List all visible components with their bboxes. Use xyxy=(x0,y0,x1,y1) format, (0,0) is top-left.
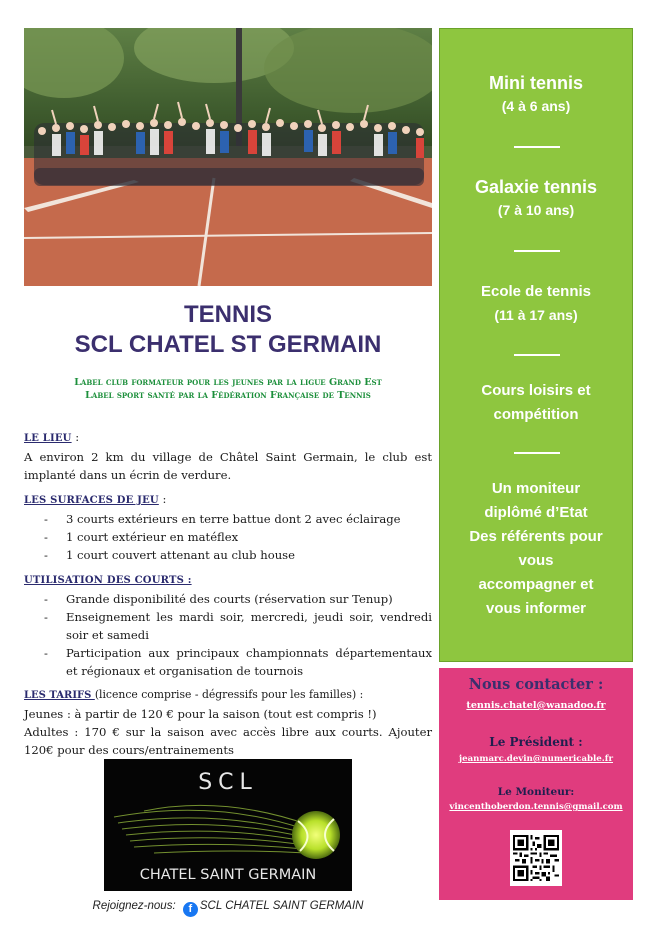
team-photo-illustration xyxy=(24,28,432,286)
lieu-colon: : xyxy=(71,430,80,444)
divider xyxy=(514,146,560,148)
moniteur-email-link[interactable]: vincenthoberdon.tennis@gmail.com xyxy=(449,802,623,812)
program-loisirs-line2: compétition xyxy=(493,406,579,423)
program-mini-title: Mini tennis xyxy=(489,73,583,93)
programs-panel xyxy=(439,28,633,662)
list-item: - Grande disponibilité des courts (réservation sur Tenup) xyxy=(24,590,432,608)
footer-prefix: Rejoignez-nous: xyxy=(92,900,179,912)
president-label: Le Président : xyxy=(489,735,583,749)
club-info xyxy=(24,428,432,765)
label-sport-sante: Label sport santé par la Fédération Française de Tennis xyxy=(85,390,371,401)
logo-scl-text: SCL xyxy=(198,770,258,795)
divider xyxy=(514,354,560,356)
lieu-heading: LE LIEU xyxy=(24,433,72,444)
program-loisirs-line1: Cours loisirs et xyxy=(481,382,591,399)
facebook-icon[interactable]: f xyxy=(183,902,198,917)
title-line-2: SCL CHATEL ST GERMAIN xyxy=(74,331,382,358)
tarif-adultes: Adultes : 170 € sur la saison avec accès libre aux courts. Ajouter 120€ pour des cours/entrainements xyxy=(24,725,432,757)
surfaces-colon: : xyxy=(158,492,167,506)
qr-code-icon xyxy=(513,833,559,883)
moniteur-line: Un moniteur xyxy=(491,480,581,497)
tarifs-note: (licence comprise - dégressifs pour les familles) : xyxy=(94,688,364,701)
list-item: - 1 court couvert attenant au club house xyxy=(24,546,432,564)
social-footer xyxy=(24,900,432,917)
label-club-formateur: Label club formateur pour les jeunes par la ligue Grand Est xyxy=(74,377,382,388)
section-surfaces xyxy=(24,490,432,564)
program-galaxie-age: (7 à 10 ans) xyxy=(497,202,575,218)
utilisation-list xyxy=(24,590,432,680)
divider xyxy=(514,250,560,252)
surfaces-heading: LES SURFACES DE JEU xyxy=(24,495,159,506)
facebook-page-link[interactable]: SCL CHATEL SAINT GERMAIN xyxy=(199,900,364,912)
contact-heading: Nous contacter : xyxy=(468,676,604,693)
moniteur-line: vous informer xyxy=(485,600,587,617)
list-item: - Participation aux principaux championnats départementaux et régionaux et organisation de tournois xyxy=(24,644,432,680)
program-ecole-age: (11 à 17 ans) xyxy=(494,307,578,323)
club-labels xyxy=(24,376,432,402)
program-galaxie-title: Galaxie tennis xyxy=(474,177,598,197)
moniteur-line: diplômé d’Etat xyxy=(484,504,588,521)
moniteur-line: Des référents pour xyxy=(469,528,603,545)
tennis-ball-icon xyxy=(292,811,340,859)
divider xyxy=(514,452,560,454)
tarif-jeunes: Jeunes : à partir de 120 € pour la saison (tout est compris !) xyxy=(24,707,377,721)
utilisation-heading: UTILISATION DES COURTS : xyxy=(24,575,192,586)
section-lieu xyxy=(24,428,432,484)
list-item: - 3 courts extérieurs en terre battue dont 2 avec éclairage xyxy=(24,510,432,528)
president-email-link[interactable]: jeanmarc.devin@numericable.fr xyxy=(459,754,613,764)
moniteur-line: accompagner et xyxy=(478,576,594,593)
qr-code[interactable] xyxy=(510,830,562,886)
program-mini-age: (4 à 6 ans) xyxy=(501,98,571,114)
scl-logo-graphic xyxy=(104,759,352,891)
lieu-text: A environ 2 km du village de Châtel Saint Germain, le club est implanté dans un écrin de verdure. xyxy=(24,450,432,482)
club-email-link[interactable]: tennis.chatel@wanadoo.fr xyxy=(466,700,606,711)
moniteur-label: Le Moniteur: xyxy=(497,786,575,798)
surfaces-list xyxy=(24,510,432,564)
tarifs-heading: LES TARIFS xyxy=(24,690,95,701)
moniteur-line: vous xyxy=(518,552,554,569)
logo-club-name: CHATEL SAINT GERMAIN xyxy=(139,867,317,883)
list-item: - Enseignement les mardi soir, mercredi, jeudi soir, vendredi soir et samedi xyxy=(24,608,432,644)
list-item: - 1 court extérieur en matéflex xyxy=(24,528,432,546)
scl-logo xyxy=(104,759,352,891)
section-utilisation xyxy=(24,570,432,680)
program-ecole-title: Ecole de tennis xyxy=(480,283,592,300)
team-photo xyxy=(24,28,432,286)
club-title xyxy=(24,300,432,360)
section-tarifs xyxy=(24,686,432,759)
title-line-1: TENNIS xyxy=(183,301,272,328)
